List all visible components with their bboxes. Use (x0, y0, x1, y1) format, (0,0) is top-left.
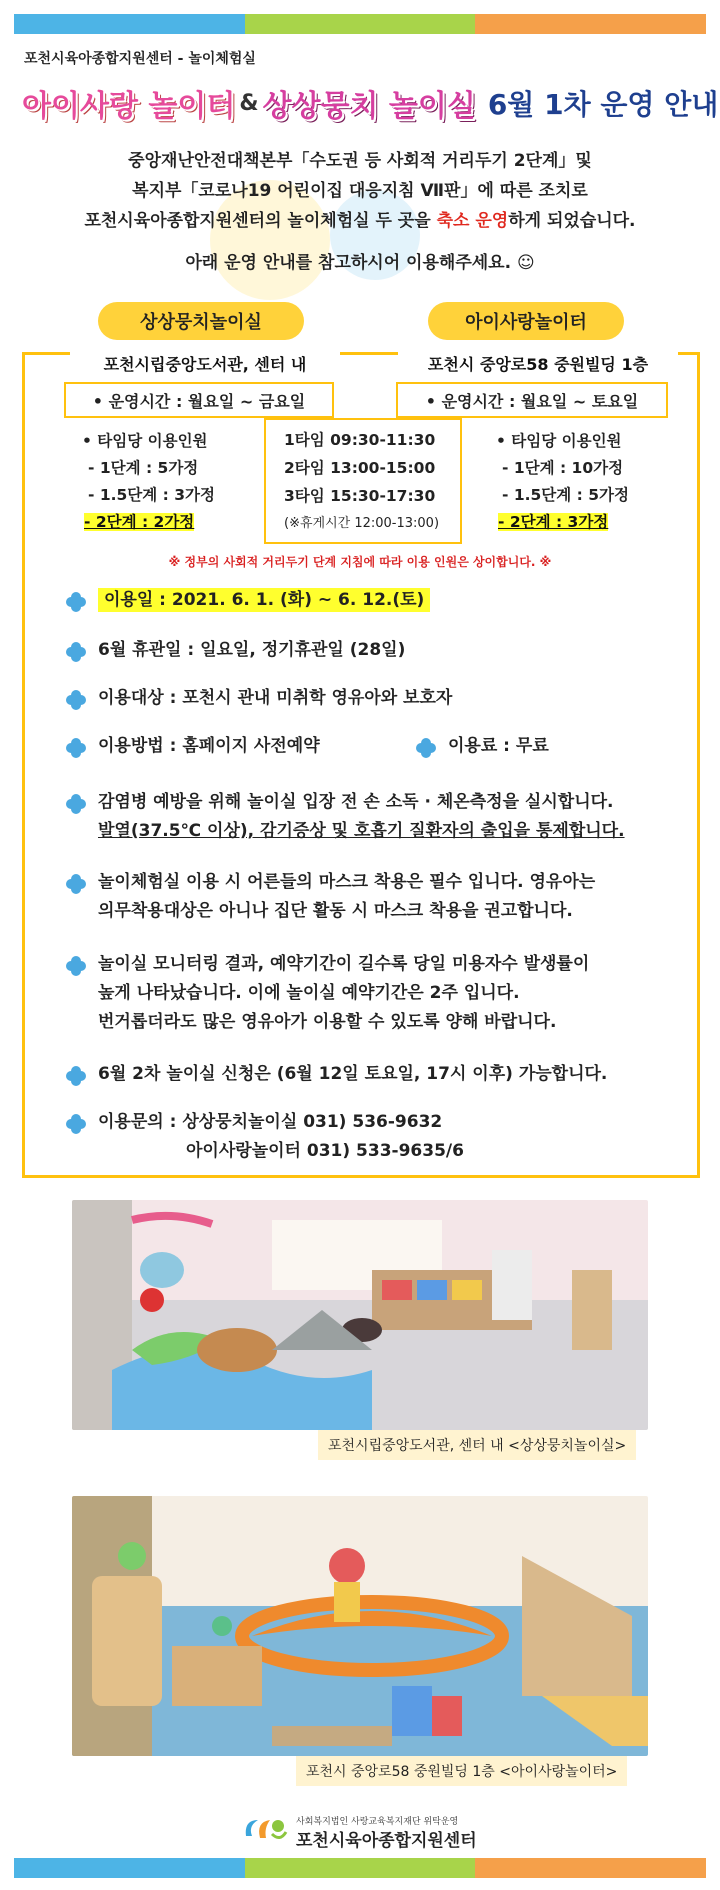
capacity-right (496, 428, 686, 536)
title-amp: & (239, 90, 259, 116)
capacity-right-1: - 1단계 : 10가정 (502, 459, 624, 477)
intro-line-3a: 포천시육아종합지원센터의 놀이체험실 두 곳을 (84, 211, 437, 231)
contact-line-2: 아이사랑놀이터 031) 533-9635/6 (186, 1141, 464, 1161)
title-aisarang: 아이사랑 놀이터 (22, 89, 236, 124)
intro-line-4: 아래 운영 안내를 참고하시어 이용해주세요. ☺ (185, 253, 535, 273)
capacity-left-2: - 2단계 : 2가정 (84, 513, 195, 531)
prevention-line-2: 발열(37.5℃ 이상), 감기증상 및 호흡기 질환자의 출입을 통제합니다. (98, 821, 625, 841)
capacity-right-title: • 타임당 이용인원 (496, 432, 622, 450)
next-application-text: 6월 2차 놀이실 신청은 (6월 12일 토요일, 17시 이후) 가능합니다. (98, 1064, 608, 1084)
clover-icon (66, 874, 86, 894)
info-method (66, 732, 396, 762)
info-contact (66, 1108, 696, 1168)
caption-aisarang: 포천시 중앙로58 중원빌딩 1층 <아이사랑놀이터> (296, 1756, 627, 1786)
playroom-2-illustration (72, 1496, 648, 1756)
info-next-application (66, 1060, 696, 1090)
location-right: 포천시 중앙로58 중원빌딩 1층 (398, 350, 678, 377)
clover-icon (66, 738, 86, 758)
method-text: 이용방법 : 홈페이지 사전예약 (98, 736, 320, 756)
intro-line-3b: 하게 되었습니다. (508, 211, 636, 231)
center-logo-icon (240, 1812, 290, 1848)
clover-icon (66, 956, 86, 976)
monitoring-line-2: 높게 나타났습니다. 이에 놀이실 예약기간은 2주 입니다. (98, 983, 520, 1003)
capacity-right-2: - 2단계 : 3가정 (498, 513, 609, 531)
rest-time: (※휴게시간 12:00-13:00) (284, 516, 440, 531)
date-text: 이용일 : 2021. 6. 1. (화) ~ 6. 12.(토) (98, 588, 430, 612)
photo-sangsang-room (72, 1200, 648, 1430)
clover-icon (66, 794, 86, 814)
time-slot-2: 2타임 13:00-15:00 (284, 459, 436, 477)
org-line: 포천시육아종합지원센터 - 놀이체험실 (24, 51, 256, 67)
stripe-blue (14, 14, 245, 34)
stripe-blue (14, 1858, 245, 1878)
info-monitoring (66, 950, 696, 1040)
stripe-orange (475, 14, 706, 34)
monitoring-line-1: 놀이실 모니터링 결과, 예약기간이 길수록 당일 미용자수 발생률이 (98, 954, 590, 974)
pill-sangsang: 상상뭉치놀이실 (98, 302, 304, 340)
time-slot-1: 1타임 09:30-11:30 (284, 431, 436, 449)
clover-icon (416, 738, 436, 758)
photo-aisarang-room (72, 1496, 648, 1756)
title-sangsang: 상상뭉치 놀이실 (262, 89, 476, 124)
clover-icon (66, 592, 86, 612)
clover-icon (66, 690, 86, 710)
title-month: 6월 1차 운영 안내 (487, 88, 719, 121)
mask-line-2: 의무착용대상은 아니나 집단 활동 시 마스크 착용을 권고합니다. (98, 901, 573, 921)
caption-sangsang: 포천시립중앙도서관, 센터 내 <상상뭉치놀이실> (318, 1430, 636, 1460)
capacity-left (82, 428, 252, 536)
footer-logo (240, 1812, 500, 1852)
intro-highlight-reduced: 축소 운영 (436, 211, 509, 231)
stripe-green (245, 14, 476, 34)
intro-line-1: 중앙재난안전대책본부「수도권 등 사회적 거리두기 2단계」및 (128, 151, 592, 171)
location-left: 포천시립중앙도서관, 센터 내 (70, 350, 340, 377)
footer-center-name: 포천시육아종합지원센터 (296, 1831, 477, 1851)
hours-right: • 운영시간 : 월요일 ~ 토요일 (396, 382, 668, 418)
playroom-1-illustration (72, 1200, 648, 1430)
stripe-orange (475, 1858, 706, 1878)
info-mask (66, 868, 696, 928)
time-slots (264, 418, 462, 544)
intro-line-3 (20, 206, 700, 231)
target-text: 이용대상 : 포천시 관내 미취학 영유아와 보호자 (98, 688, 453, 708)
contact-line-1: 이용문의 : 상상뭉치놀이실 031) 536-9632 (98, 1112, 443, 1132)
capacity-left-title: • 타임당 이용인원 (82, 432, 208, 450)
clover-icon (66, 1114, 86, 1134)
footer-operator: 사회복지법인 사랑교육복지재단 위탁운영 (296, 1817, 459, 1827)
page-title (22, 78, 719, 128)
info-holiday (66, 636, 696, 666)
capacity-left-1: - 1단계 : 5가정 (88, 459, 199, 477)
capacity-left-15: - 1.5단계 : 3가정 (88, 486, 215, 504)
capacity-right-15: - 1.5단계 : 5가정 (502, 486, 629, 504)
time-slot-3: 3타임 15:30-17:30 (284, 487, 436, 505)
mask-line-1: 놀이체험실 이용 시 어른들의 마스크 착용은 필수 입니다. 영유아는 (98, 872, 596, 892)
info-prevention (66, 788, 696, 848)
capacity-notice: ※ 정부의 사회적 거리두기 단계 지침에 따라 이용 인원은 상이합니다. ※ (168, 555, 552, 569)
clover-icon (66, 642, 86, 662)
clover-icon (66, 1066, 86, 1086)
bottom-color-stripe (14, 1858, 706, 1878)
fee-text: 이용료 : 무료 (448, 736, 549, 756)
monitoring-line-3: 번거롭더라도 많은 영유아가 이용할 수 있도록 양해 바랍니다. (98, 1012, 557, 1032)
info-fee (416, 732, 676, 762)
pill-aisarang: 아이사랑놀이터 (428, 302, 624, 340)
prevention-line-1: 감염병 예방을 위해 놀이실 입장 전 손 소독 · 체온측정을 실시합니다. (98, 792, 614, 812)
stripe-green (245, 1858, 476, 1878)
holiday-text: 6월 휴관일 : 일요일, 정기휴관일 (28일) (98, 640, 406, 660)
intro-line-2: 복지부「코로나19 어린이집 대응지침 Ⅶ판」에 따른 조치로 (132, 181, 588, 201)
info-date (66, 586, 696, 616)
hours-left: • 운영시간 : 월요일 ~ 금요일 (64, 382, 334, 418)
top-color-stripe (14, 14, 706, 34)
info-target (66, 684, 696, 714)
